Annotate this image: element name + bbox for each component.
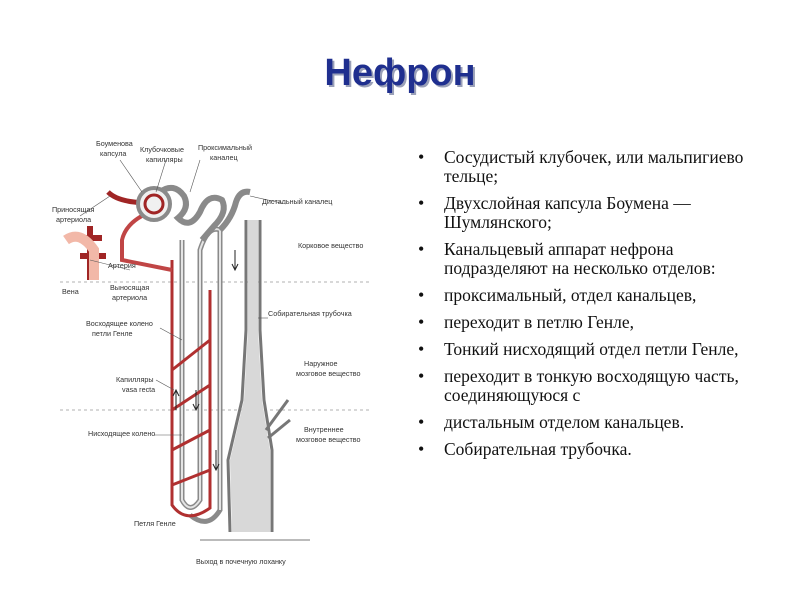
loop-of-henle-inner <box>182 229 220 510</box>
vasa-recta <box>172 260 210 516</box>
label-vasa-1: Капилляры <box>116 375 154 384</box>
label-distal: Дистальный каналец <box>262 197 333 206</box>
bullet-item: • дистальным отделом канальцев. <box>418 413 758 432</box>
label-ascending-2: петли Генле <box>92 329 133 338</box>
bullet-item: • Тонкий нисходящий отдел петли Генле, <box>418 340 758 359</box>
bullet-item: • проксимальный, отдел канальцев, <box>418 286 758 305</box>
nephron-diagram <box>50 130 380 580</box>
label-collecting: Собирательная трубочка <box>268 309 352 318</box>
label-descending: Нисходящее колено <box>88 429 156 438</box>
bullet-item: • Канальцевый аппарат нефрона подразделяют на несколько отделов: <box>418 240 758 278</box>
label-afferent-2: артериола <box>56 215 92 224</box>
bullet-item: • переходит в петлю Генле, <box>418 313 758 332</box>
label-glom-cap-1: Клубочковые <box>140 145 184 154</box>
bullet-item: • переходит в тонкую восходящую часть, соединяющуюся с <box>418 367 758 405</box>
label-efferent-1: Выносящая <box>110 283 150 292</box>
bowman-capsule <box>138 188 170 220</box>
label-inner-medulla-2: мозговое вещество <box>296 435 361 444</box>
label-vein: Вена <box>62 287 79 296</box>
bullet-item: • Сосудистый клубочек, или мальпигиево тельце; <box>418 148 758 186</box>
label-outer-medulla-1: Наружное <box>304 359 338 368</box>
label-cortex: Корковое вещество <box>298 241 364 250</box>
label-prox-1: Проксимальный <box>198 143 253 152</box>
bullet-item: • Двухслойная капсула Боумена —Шумлянского; <box>418 194 758 232</box>
label-glom-cap-2: капилляры <box>146 155 183 164</box>
bullet-list <box>418 148 758 467</box>
label-outer-medulla-2: мозговое вещество <box>296 369 361 378</box>
label-afferent-1: Приносящая <box>52 205 95 214</box>
bullet-item: • Собирательная трубочка. <box>418 440 758 459</box>
label-bowman-1: Боуменова <box>96 139 133 148</box>
label-bowman-2: капсула <box>100 149 127 158</box>
label-loop: Петля Генле <box>134 519 176 528</box>
label-ascending-1: Восходящее колено <box>86 319 153 328</box>
label-exit: Выход в почечную лоханку <box>196 557 286 566</box>
slide-title: Нефрон <box>324 52 476 94</box>
flow-arrow-1 <box>232 250 238 270</box>
label-efferent-2: артериола <box>112 293 148 302</box>
label-prox-2: каналец <box>210 153 238 162</box>
label-vasa-2: vasa recta <box>122 385 156 394</box>
label-inner-medulla-1: Внутреннее <box>304 425 344 434</box>
label-artery: Артерия <box>108 261 136 270</box>
